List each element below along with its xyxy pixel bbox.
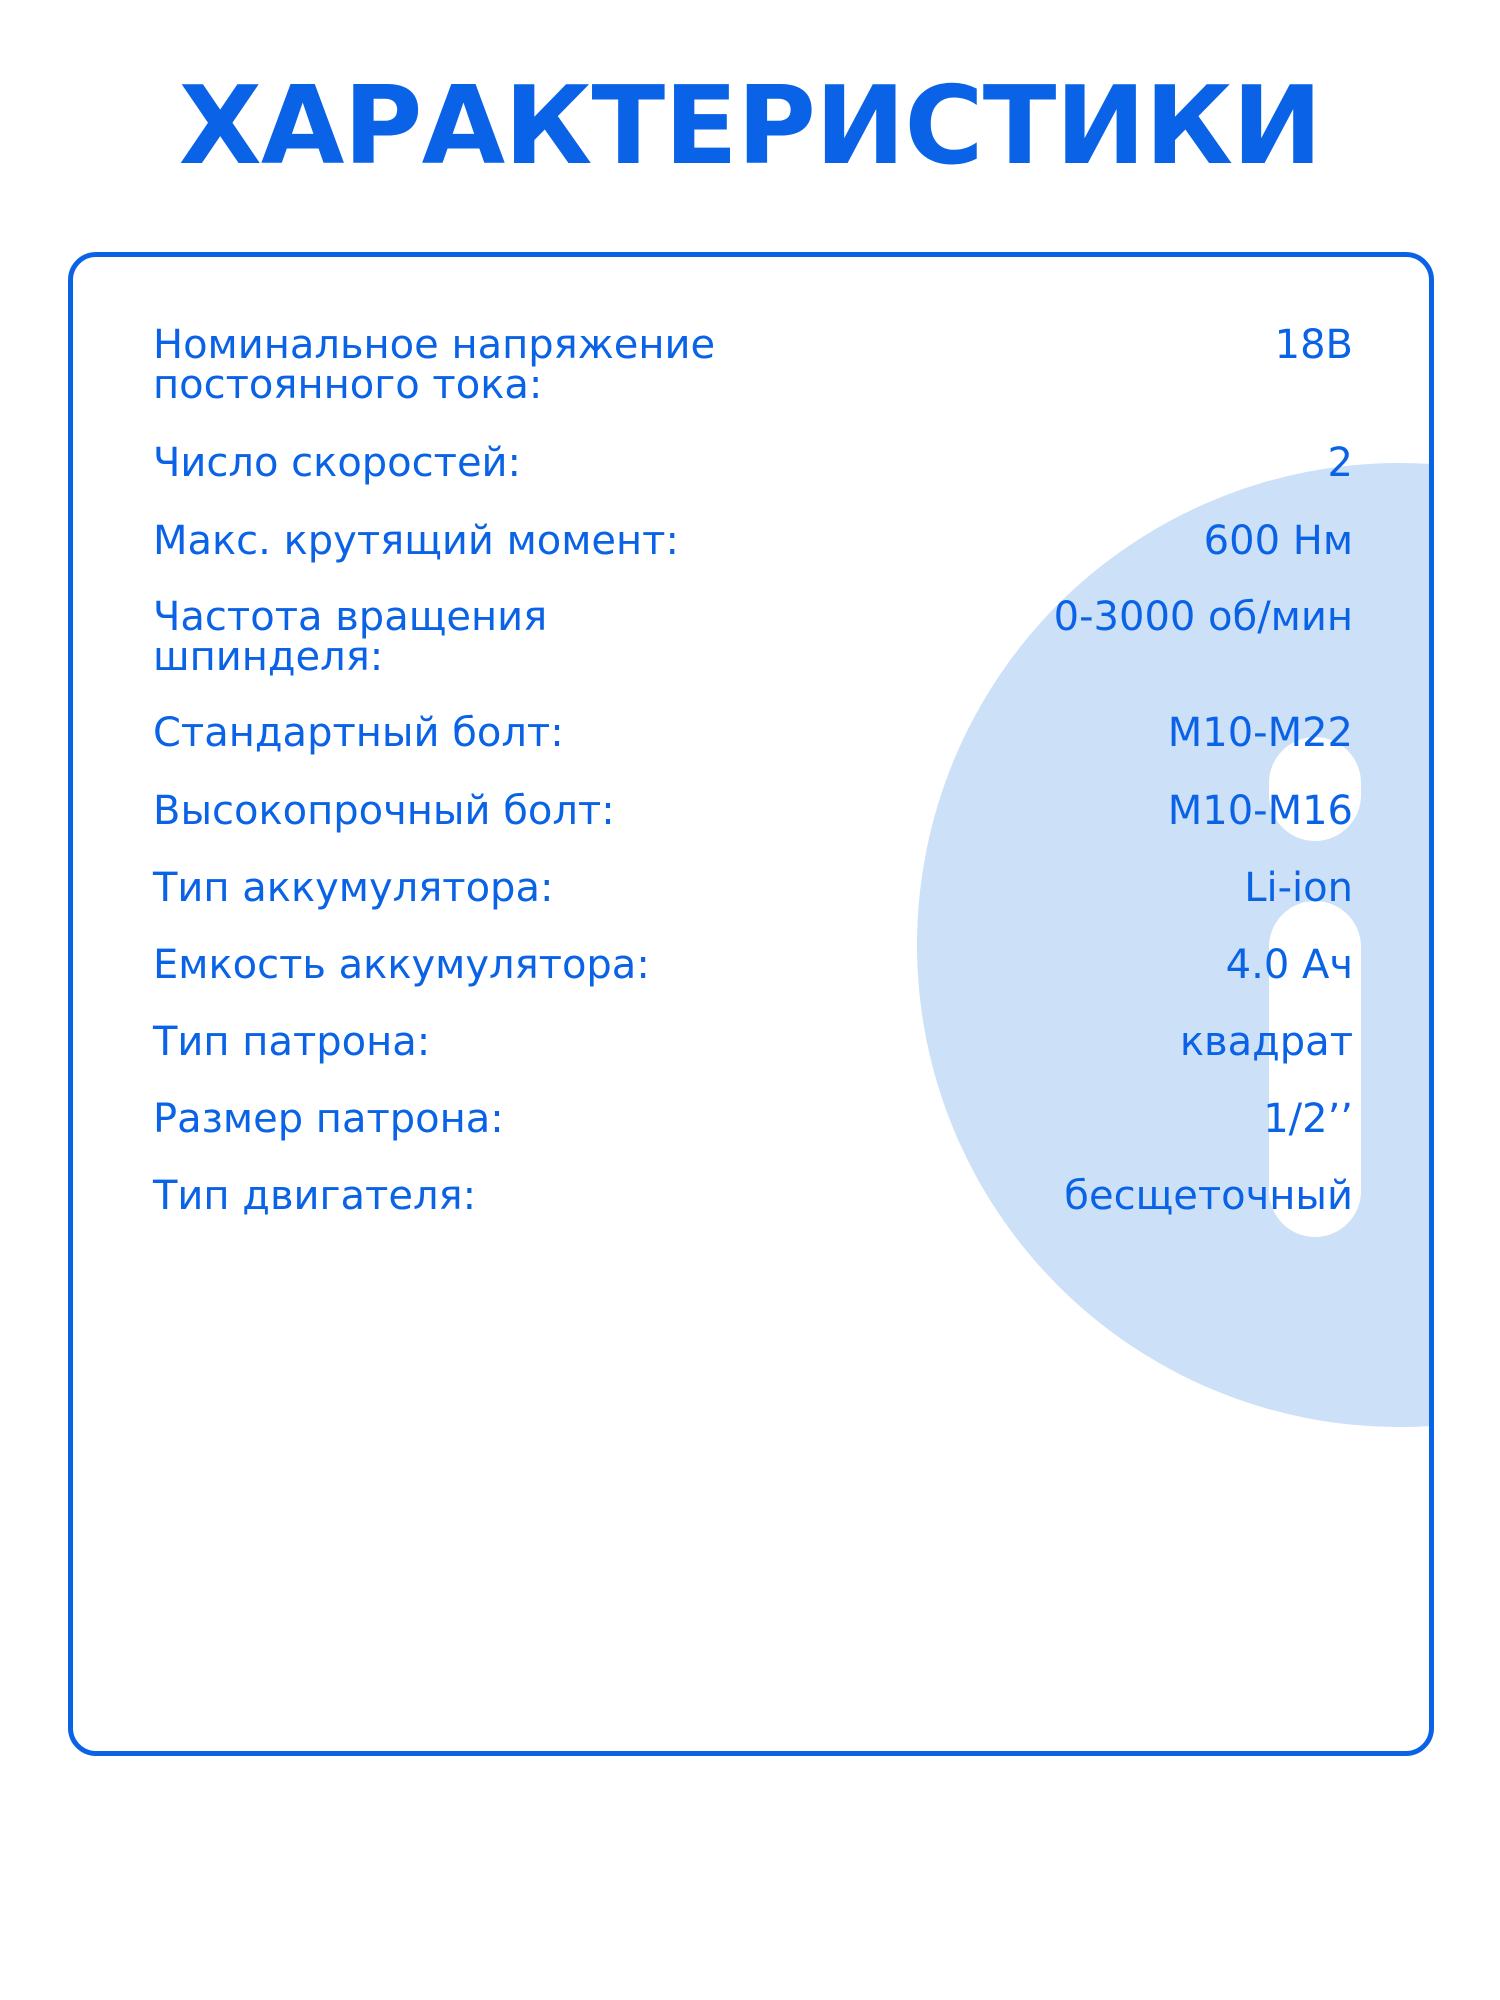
specs-card	[68, 252, 1434, 1756]
page-title: ХАРАКТЕРИСТИКИ	[178, 64, 1322, 189]
spec-label: Макс. крутящий момент:	[153, 518, 679, 564]
spec-value: Li-ion	[1244, 865, 1353, 911]
spec-value: M10-M16	[1167, 788, 1353, 834]
spec-value: 18В	[1274, 322, 1353, 368]
spec-label: Номинальное напряжение постоянного тока:	[153, 322, 716, 408]
spec-label: Стандартный болт:	[153, 710, 564, 756]
spec-label: Размер патрона:	[153, 1096, 504, 1142]
spec-label: Высокопрочный болт:	[153, 788, 615, 834]
spec-value: квадрат	[1179, 1019, 1353, 1065]
spec-value: бесщеточный	[1064, 1173, 1353, 1219]
specs-list	[153, 257, 1353, 1756]
spec-value: 1/2’’	[1263, 1096, 1353, 1142]
spec-label: Тип двигателя:	[153, 1173, 477, 1219]
spec-value: 4.0 Ач	[1225, 942, 1353, 988]
spec-value: M10-M22	[1167, 710, 1353, 756]
spec-label: Тип аккумулятора:	[153, 865, 554, 911]
spec-value: 600 Нм	[1203, 518, 1353, 564]
spec-label: Частота вращения шпинделя:	[153, 594, 548, 680]
spec-value: 0-3000 об/мин	[1053, 594, 1353, 640]
spec-value: 2	[1327, 440, 1353, 486]
spec-label: Емкость аккумулятора:	[153, 942, 650, 988]
spec-label: Число скоростей:	[153, 440, 522, 486]
spec-label: Тип патрона:	[153, 1019, 431, 1065]
